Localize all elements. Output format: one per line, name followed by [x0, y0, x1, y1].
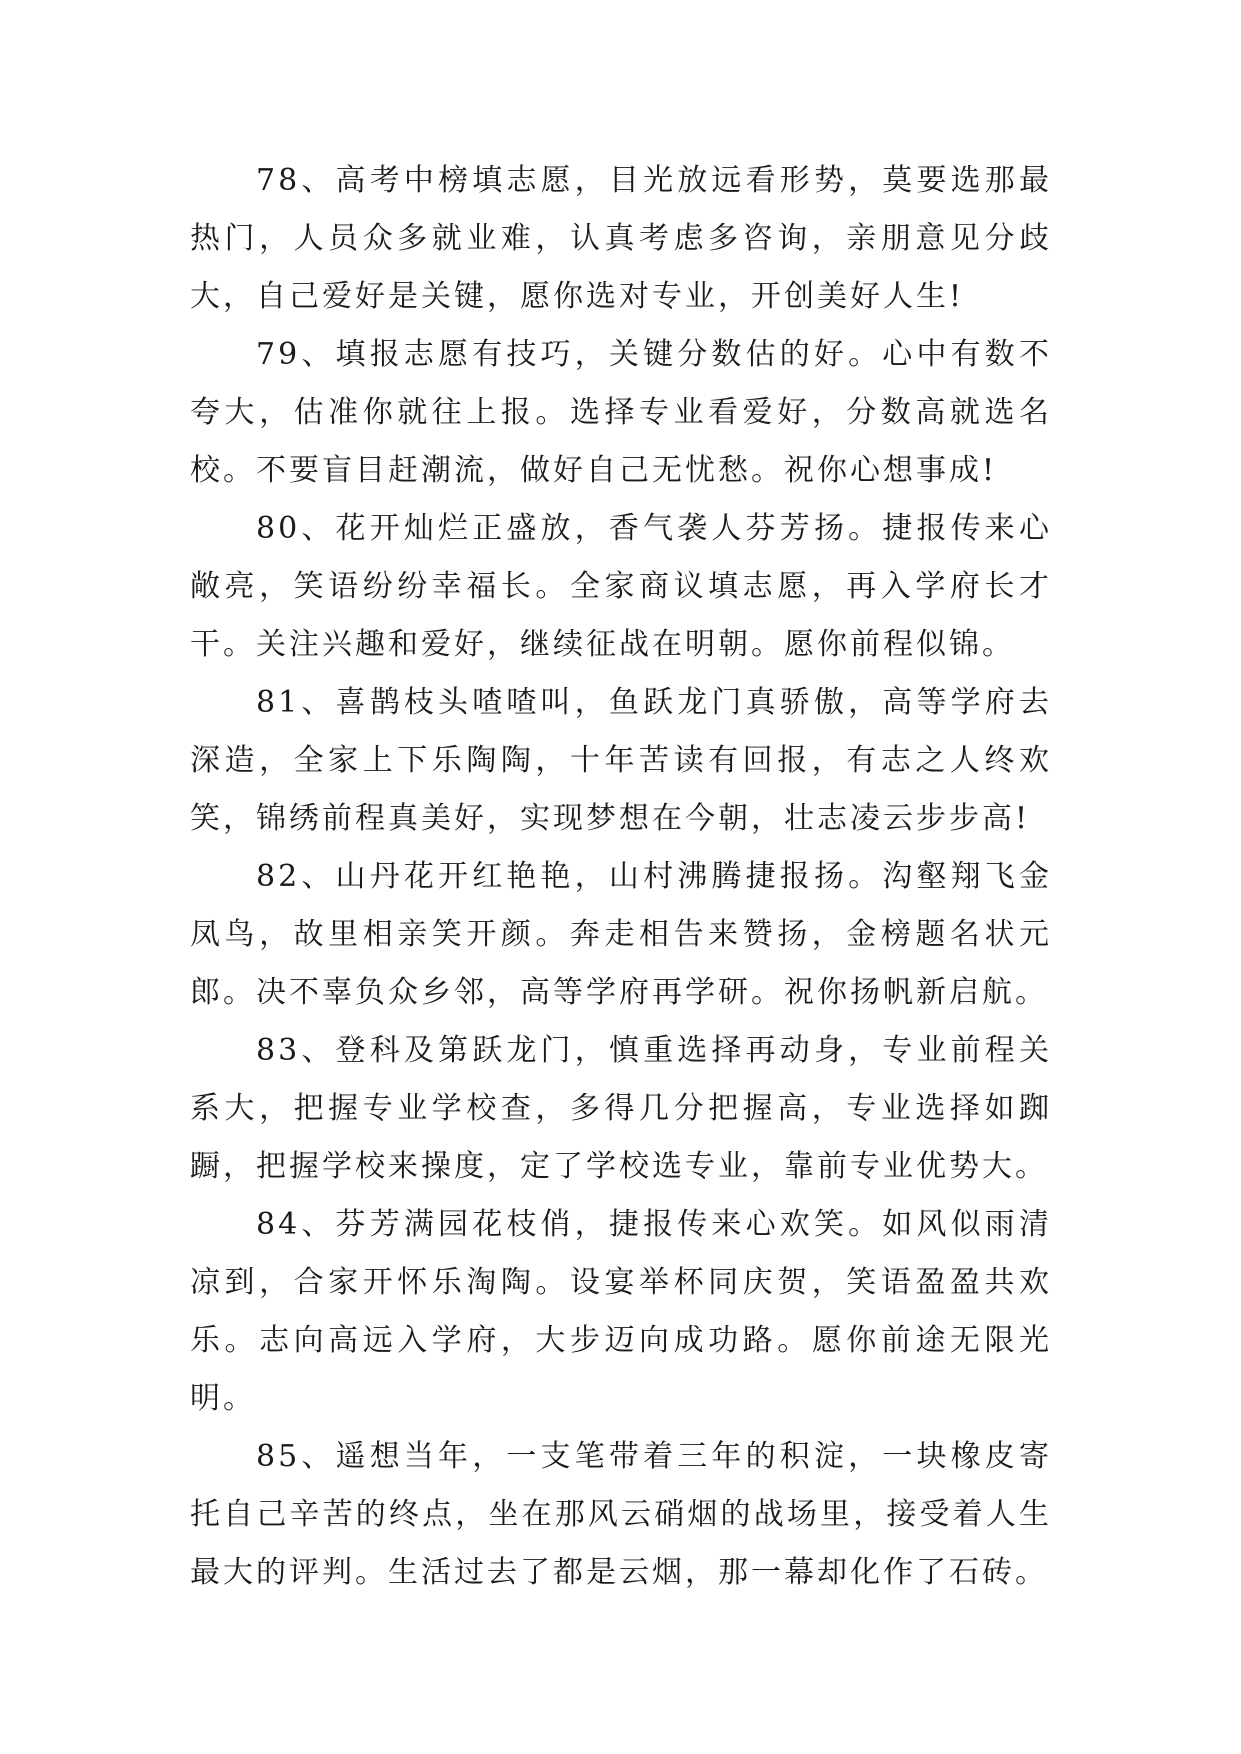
paragraph-81: 81、喜鹊枝头喳喳叫，鱼跃龙门真骄傲，高等学府去深造，全家上下乐陶陶，十年苦读有回报，有志之人终欢笑，锦绣前程真美好，实现梦想在今朝，壮志凌云步步高! — [190, 685, 1052, 836]
paragraph-79: 79、填报志愿有技巧，关键分数估的好。心中有数不夸大，估准你就往上报。选择专业看爱好，分数高就选名校。不要盲目赶潮流，做好自己无忧愁。祝你心想事成! — [190, 337, 1052, 488]
document-body — [190, 152, 1052, 1602]
paragraph-82: 82、山丹花开红艳艳，山村沸腾捷报扬。沟壑翔飞金凤鸟，故里相亲笑开颜。奔走相告来赞扬，金榜题名状元郎。决不辜负众乡邻，高等学府再学研。祝你扬帆新启航。 — [190, 859, 1052, 1010]
paragraph-84: 84、芬芳满园花枝俏，捷报传来心欢笑。如风似雨清凉到，合家开怀乐淘陶。设宴举杯同庆贺，笑语盈盈共欢乐。志向高远入学府，大步迈向成功路。愿你前途无限光明。 — [190, 1207, 1052, 1416]
paragraph-80: 80、花开灿烂正盛放，香气袭人芬芳扬。捷报传来心敞亮，笑语纷纷幸福长。全家商议填志愿，再入学府长才干。关注兴趣和爱好，继续征战在明朝。愿你前程似锦。 — [190, 511, 1052, 662]
paragraph-83: 83、登科及第跃龙门，慎重选择再动身，专业前程关系大，把握专业学校查，多得几分把握高，专业选择如踟蹰，把握学校来操度，定了学校选专业，靠前专业优势大。 — [190, 1033, 1052, 1184]
paragraph-78: 78、高考中榜填志愿，目光放远看形势，莫要选那最热门，人员众多就业难，认真考虑多咨询，亲朋意见分歧大，自己爱好是关键，愿你选对专业，开创美好人生! — [190, 163, 1052, 314]
paragraph-85: 85、遥想当年，一支笔带着三年的积淀，一块橡皮寄托自己辛苦的终点，坐在那风云硝烟的战场里，接受着人生最大的评判。生活过去了都是云烟，那一幕却化作了石砖。 — [190, 1439, 1052, 1590]
